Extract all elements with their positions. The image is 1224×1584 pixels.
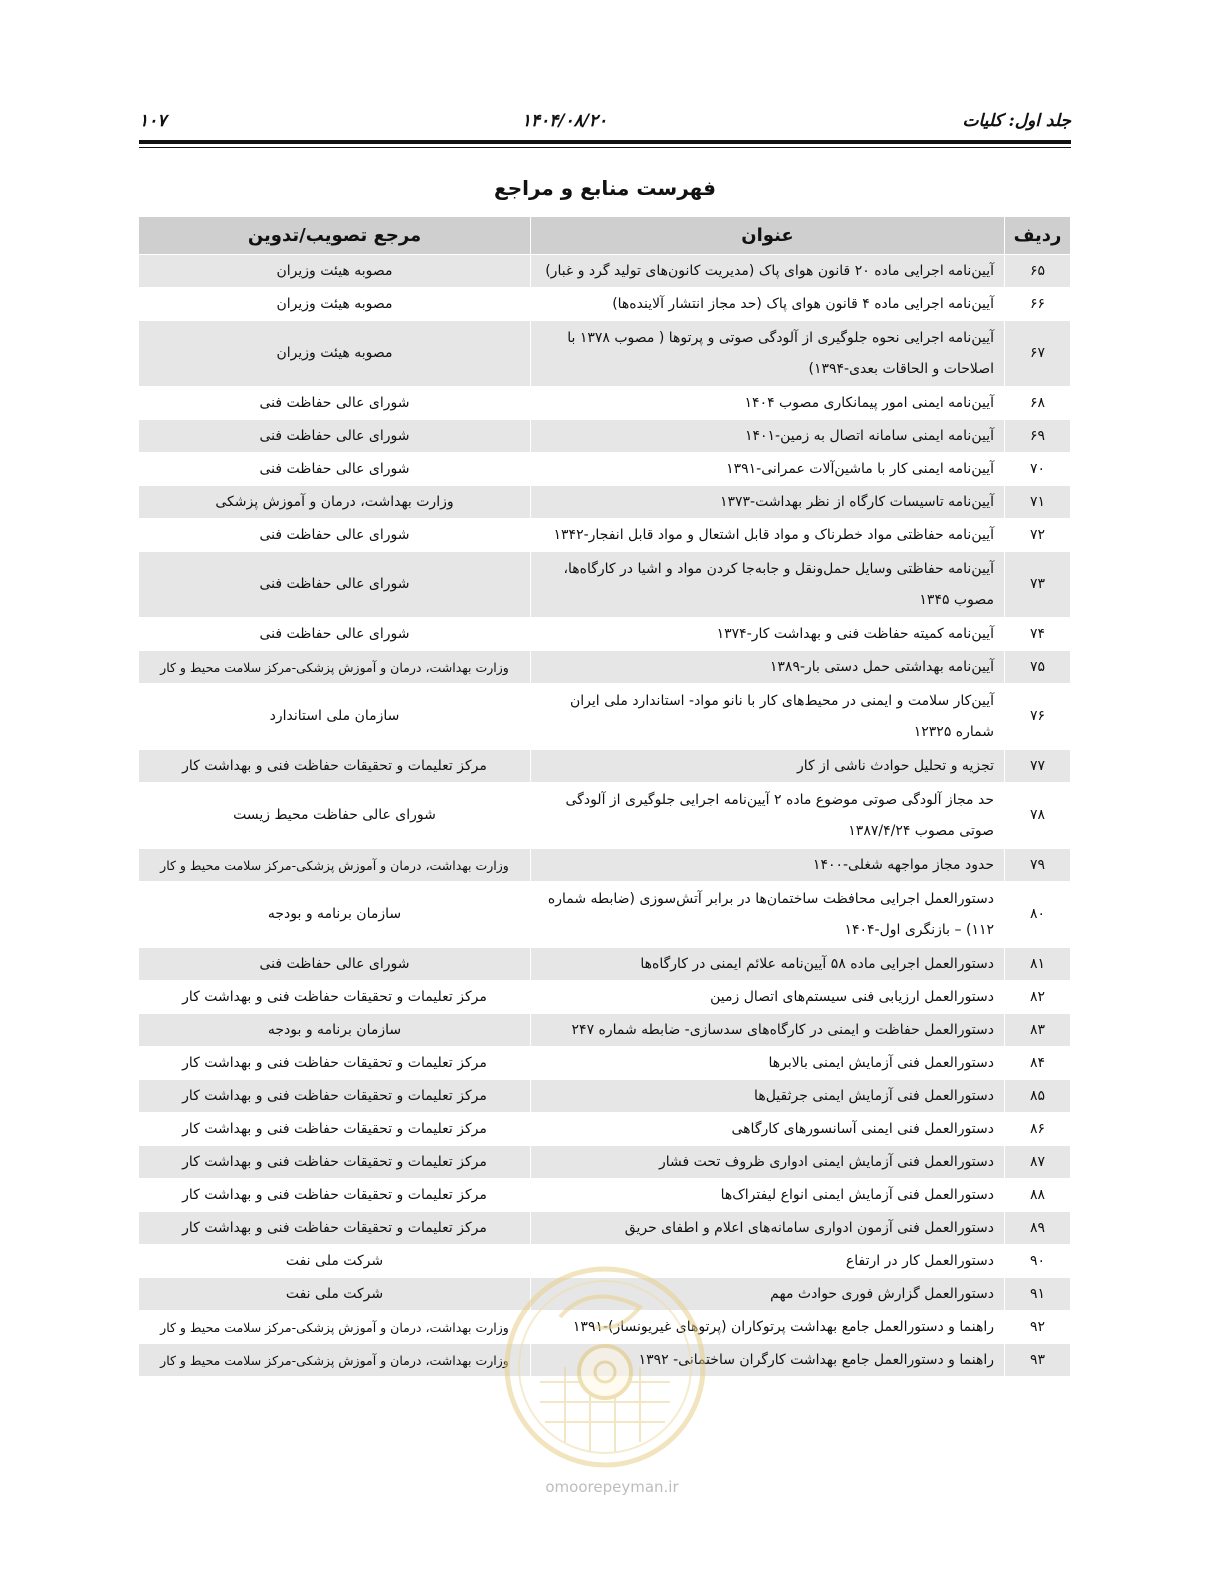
reference-title: دستورالعمل فنی آزمون ادواری سامانه‌های اعلام و اطفای حریق [530, 1211, 1004, 1244]
reference-title: دستورالعمل فنی آزمایش ایمنی جرثقیل‌ها [530, 1079, 1004, 1112]
row-number: ۸۵ [1004, 1079, 1070, 1112]
table-row [139, 1112, 1070, 1145]
reference-title: راهنما و دستورالعمل جامع بهداشت کارگران ساختمانی- ۱۳۹۲ [530, 1343, 1004, 1376]
table-row [139, 287, 1070, 320]
reference-source: مصوبه هیئت وزیران [139, 287, 530, 320]
row-number: ۸۳ [1004, 1013, 1070, 1046]
reference-source: شورای عالی حفاظت فنی [139, 947, 530, 980]
reference-title: دستورالعمل گزارش فوری حوادث مهم [530, 1277, 1004, 1310]
reference-source: شورای عالی حفاظت فنی [139, 452, 530, 485]
reference-title: تجزیه و تحلیل حوادث ناشی از کار [530, 749, 1004, 782]
reference-source: مرکز تعلیمات و تحقیقات حفاظت فنی و بهداشت کار [139, 980, 530, 1013]
reference-source: شرکت ملی نفت [139, 1277, 530, 1310]
reference-source: وزارت بهداشت، درمان و آموزش پزشکی-مرکز سلامت محیط و کار [139, 1343, 530, 1376]
reference-title: آیین‌نامه حفاظتی مواد خطرناک و مواد قابل اشتعال و مواد قابل انفجار-۱۳۴۲ [530, 518, 1004, 551]
page-header [139, 108, 1071, 134]
reference-source: مصوبه هیئت وزیران [139, 254, 530, 287]
reference-title: دستورالعمل ارزیابی فنی سیستم‌های اتصال زمین [530, 980, 1004, 1013]
reference-title: آیین‌نامه تاسیسات کارگاه از نظر بهداشت-۱۳۷۳ [530, 485, 1004, 518]
reference-source: وزارت بهداشت، درمان و آموزش پزشکی-مرکز سلامت محیط و کار [139, 848, 530, 881]
row-number: ۷۰ [1004, 452, 1070, 485]
row-number: ۸۶ [1004, 1112, 1070, 1145]
reference-source: شرکت ملی نفت [139, 1244, 530, 1277]
row-number: ۸۸ [1004, 1178, 1070, 1211]
reference-source: وزارت بهداشت، درمان و آموزش پزشکی-مرکز سلامت محیط و کار [139, 1310, 530, 1343]
reference-title: آیین‌نامه کمیته حفاظت فنی و بهداشت کار-۱۳۷۴ [530, 617, 1004, 650]
table-row [139, 848, 1070, 881]
page-date: ۱۴۰۴/۰۸/۲۰ [521, 111, 608, 131]
page-number: ۱۰۷ [139, 111, 167, 131]
table-row [139, 386, 1070, 419]
reference-title: دستورالعمل حفاظت و ایمنی در کارگاه‌های سدسازی- ضابطه شماره ۲۴۷ [530, 1013, 1004, 1046]
row-number: ۸۲ [1004, 980, 1070, 1013]
reference-title: دستورالعمل اجرایی محافظت ساختمان‌ها در برابر آتش‌سوزی (ضابطه شماره ۱۱۲) – بازنگری اول-۱۴۰۴ [530, 881, 1004, 947]
row-number: ۷۸ [1004, 782, 1070, 848]
row-number: ۹۳ [1004, 1343, 1070, 1376]
reference-source: مرکز تعلیمات و تحقیقات حفاظت فنی و بهداشت کار [139, 1079, 530, 1112]
column-header-title: عنوان [530, 217, 1004, 254]
reference-source: مرکز تعلیمات و تحقیقات حفاظت فنی و بهداشت کار [139, 749, 530, 782]
row-number: ۶۸ [1004, 386, 1070, 419]
table-row [139, 749, 1070, 782]
reference-source: وزارت بهداشت، درمان و آموزش پزشکی [139, 485, 530, 518]
table-header-row [139, 217, 1070, 254]
book-title: جلد اول: کلیات [962, 111, 1071, 131]
reference-title: دستورالعمل فنی آزمایش ایمنی انواع لیفتراک‌ها [530, 1178, 1004, 1211]
row-number: ۶۷ [1004, 320, 1070, 386]
reference-title: آیین‌نامه حفاظتی وسایل حمل‌ونقل و جابه‌جا کردن مواد و اشیا در کارگاه‌ها، مصوب ۱۳۴۵ [530, 551, 1004, 617]
logo-watermark [500, 1262, 710, 1472]
reference-title: حد مجاز آلودگی صوتی موضوع ماده ۲ آیین‌نامه اجرایی جلوگیری از آلودگی صوتی مصوب ۱۳۸۷/۴/۲۴ [530, 782, 1004, 848]
table-row [139, 1046, 1070, 1079]
row-number: ۸۷ [1004, 1145, 1070, 1178]
reference-source: مرکز تعلیمات و تحقیقات حفاظت فنی و بهداشت کار [139, 1112, 530, 1145]
reference-title: آیین‌نامه ایمنی امور پیمانکاری مصوب ۱۴۰۴ [530, 386, 1004, 419]
row-number: ۷۳ [1004, 551, 1070, 617]
table-row [139, 881, 1070, 947]
row-number: ۷۹ [1004, 848, 1070, 881]
table-row [139, 254, 1070, 287]
table-row [139, 947, 1070, 980]
row-number: ۷۱ [1004, 485, 1070, 518]
row-number: ۹۲ [1004, 1310, 1070, 1343]
table-row [139, 782, 1070, 848]
table-row [139, 419, 1070, 452]
table-row [139, 650, 1070, 683]
reference-source: شورای عالی حفاظت فنی [139, 551, 530, 617]
reference-title: آیین‌کار سلامت و ایمنی در محیط‌های کار با نانو مواد- استاندارد ملی ایران شماره ۱۲۳۲۵ [530, 683, 1004, 749]
reference-title: آیین‌نامه اجرایی نحوه جلوگیری از آلودگی صوتی و پرتوها ( مصوب ۱۳۷۸ با اصلاحات و الحاقات بعدی-۱۳۹۴) [530, 320, 1004, 386]
reference-source: شورای عالی حفاظت فنی [139, 518, 530, 551]
reference-source: شورای عالی حفاظت محیط زیست [139, 782, 530, 848]
reference-title: دستورالعمل اجرایی ماده ۵۸ آیین‌نامه علائم ایمنی در کارگاه‌ها [530, 947, 1004, 980]
row-number: ۷۲ [1004, 518, 1070, 551]
references-table [139, 217, 1070, 1376]
table-row [139, 1145, 1070, 1178]
table-row [139, 320, 1070, 386]
reference-title: راهنما و دستورالعمل جامع بهداشت پرتوکاران (پرتوهای غیریونساز)-۱۳۹۱ [530, 1310, 1004, 1343]
row-number: ۶۵ [1004, 254, 1070, 287]
reference-title: آیین‌نامه اجرایی ماده ۴ قانون هوای پاک (حد مجاز انتشار آلاینده‌ها) [530, 287, 1004, 320]
page-title: فهرست منابع و مراجع [494, 176, 716, 200]
reference-source: شورای عالی حفاظت فنی [139, 617, 530, 650]
reference-source: سازمان برنامه و بودجه [139, 1013, 530, 1046]
reference-title: دستورالعمل فنی آزمایش ایمنی بالابرها [530, 1046, 1004, 1079]
table-row [139, 452, 1070, 485]
reference-source: شورای عالی حفاظت فنی [139, 386, 530, 419]
row-number: ۷۵ [1004, 650, 1070, 683]
table-row [139, 485, 1070, 518]
row-number: ۹۱ [1004, 1277, 1070, 1310]
row-number: ۸۹ [1004, 1211, 1070, 1244]
row-number: ۸۱ [1004, 947, 1070, 980]
column-header-num: ردیف [1004, 217, 1070, 254]
reference-title: دستورالعمل فنی آزمایش ایمنی ادواری ظروف تحت فشار [530, 1145, 1004, 1178]
reference-source: سازمان ملی استاندارد [139, 683, 530, 749]
reference-source: مصوبه هیئت وزیران [139, 320, 530, 386]
watermark-site: omoorepeyman.ir [545, 1478, 679, 1496]
table-row [139, 551, 1070, 617]
reference-title: دستورالعمل کار در ارتفاع [530, 1244, 1004, 1277]
reference-title: حدود مجاز مواجهه شغلی-۱۴۰۰ [530, 848, 1004, 881]
table-row [139, 980, 1070, 1013]
table-row [139, 518, 1070, 551]
reference-source: مرکز تعلیمات و تحقیقات حفاظت فنی و بهداشت کار [139, 1145, 530, 1178]
row-number: ۷۶ [1004, 683, 1070, 749]
reference-source: مرکز تعلیمات و تحقیقات حفاظت فنی و بهداشت کار [139, 1046, 530, 1079]
row-number: ۸۰ [1004, 881, 1070, 947]
table-body [139, 254, 1070, 1376]
reference-source: وزارت بهداشت، درمان و آموزش پزشکی-مرکز سلامت محیط و کار [139, 650, 530, 683]
row-number: ۹۰ [1004, 1244, 1070, 1277]
table-row [139, 1211, 1070, 1244]
table-row [139, 1079, 1070, 1112]
reference-title: آیین‌نامه اجرایی ماده ۲۰ قانون هوای پاک (مدیریت کانون‌های تولید گرد و غبار) [530, 254, 1004, 287]
reference-source: مرکز تعلیمات و تحقیقات حفاظت فنی و بهداشت کار [139, 1211, 530, 1244]
reference-source: سازمان برنامه و بودجه [139, 881, 530, 947]
row-number: ۸۴ [1004, 1046, 1070, 1079]
table-row [139, 683, 1070, 749]
reference-source: شورای عالی حفاظت فنی [139, 419, 530, 452]
reference-title: دستورالعمل فنی ایمنی آسانسورهای کارگاهی [530, 1112, 1004, 1145]
reference-title: آیین‌نامه ایمنی سامانه اتصال به زمین-۱۴۰۱ [530, 419, 1004, 452]
table-row [139, 1013, 1070, 1046]
table-row [139, 617, 1070, 650]
column-header-source: مرجع تصویب/تدوین [139, 217, 530, 254]
header-rule-thick [139, 140, 1071, 144]
row-number: ۷۷ [1004, 749, 1070, 782]
reference-source: مرکز تعلیمات و تحقیقات حفاظت فنی و بهداشت کار [139, 1178, 530, 1211]
table-row [139, 1178, 1070, 1211]
row-number: ۶۹ [1004, 419, 1070, 452]
reference-title: آیین‌نامه ایمنی کار با ماشین‌آلات عمرانی-۱۳۹۱ [530, 452, 1004, 485]
row-number: ۷۴ [1004, 617, 1070, 650]
reference-title: آیین‌نامه بهداشتی حمل دستی بار-۱۳۸۹ [530, 650, 1004, 683]
row-number: ۶۶ [1004, 287, 1070, 320]
header-rule-thin [139, 147, 1071, 148]
